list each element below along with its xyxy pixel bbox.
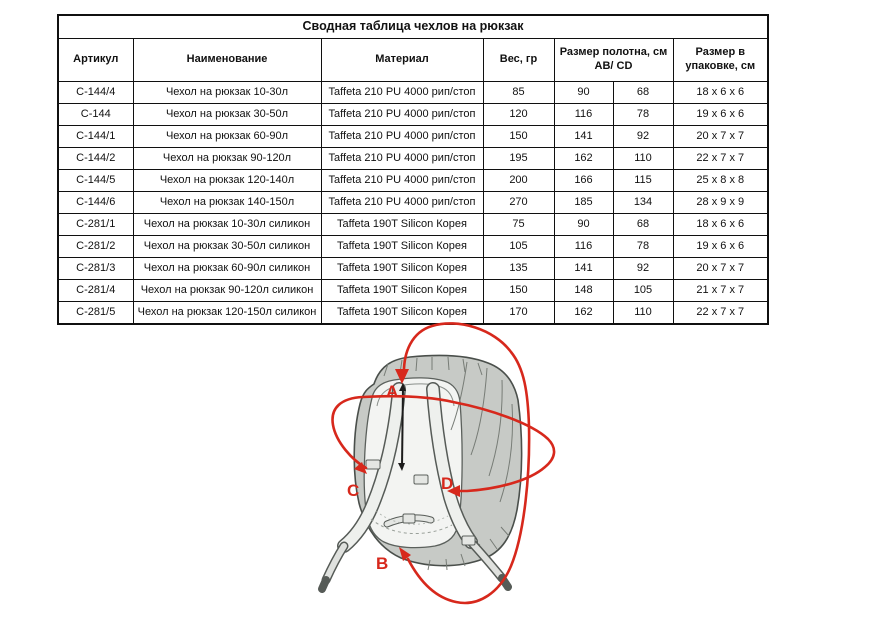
cell-ab: 166 xyxy=(554,170,613,192)
col-header-name: Наименование xyxy=(133,39,321,82)
cell-name: Чехол на рюкзак 60-90л силикон xyxy=(133,258,321,280)
cell-weight: 135 xyxy=(483,258,554,280)
cell-ab: 148 xyxy=(554,280,613,302)
label-point-d: D xyxy=(441,474,454,493)
table-row xyxy=(58,104,768,126)
cell-material: Taffeta 210 PU 4000 рип/стоп xyxy=(321,126,483,148)
cell-material: Taffeta 190T Silicon Корея xyxy=(321,302,483,325)
cell-cd: 110 xyxy=(613,302,673,325)
cell-article: С-281/1 xyxy=(58,214,133,236)
cell-package: 21 x 7 x 7 xyxy=(673,280,768,302)
cell-package: 19 x 6 x 6 xyxy=(673,104,768,126)
table-row xyxy=(58,280,768,302)
cell-article: С-281/2 xyxy=(58,236,133,258)
col-header-weight: Вес, гр xyxy=(483,39,554,82)
cell-name: Чехол на рюкзак 90-120л силикон xyxy=(133,280,321,302)
cell-name: Чехол на рюкзак 60-90л xyxy=(133,126,321,148)
table-body xyxy=(58,82,768,325)
cell-package: 18 x 6 x 6 xyxy=(673,214,768,236)
header-line: Размер в xyxy=(695,46,745,59)
table-row xyxy=(58,170,768,192)
header-line: упаковке, см xyxy=(685,60,756,72)
table-row xyxy=(58,148,768,170)
cell-material: Taffeta 190T Silicon Корея xyxy=(321,236,483,258)
cell-ab: 185 xyxy=(554,192,613,214)
table-row xyxy=(58,192,768,214)
cell-ab: 90 xyxy=(554,82,613,104)
cell-article: С-281/4 xyxy=(58,280,133,302)
webbing-strap-left xyxy=(322,546,344,589)
header-line: АВ/ CD xyxy=(594,60,633,72)
table-header-row xyxy=(58,39,768,82)
cell-cd: 105 xyxy=(613,280,673,302)
cell-name: Чехол на рюкзак 30-50л xyxy=(133,104,321,126)
cell-cd: 92 xyxy=(613,258,673,280)
cell-cd: 92 xyxy=(613,126,673,148)
cell-material: Taffeta 210 PU 4000 рип/стоп xyxy=(321,170,483,192)
cell-article: С-144/4 xyxy=(58,82,133,104)
cell-cd: 115 xyxy=(613,170,673,192)
cell-material: Taffeta 190T Silicon Корея xyxy=(321,258,483,280)
cell-article: С-144/1 xyxy=(58,126,133,148)
table-title-row xyxy=(58,15,768,39)
cell-material: Taffeta 190T Silicon Корея xyxy=(321,214,483,236)
cell-name: Чехол на рюкзак 120-150л силикон xyxy=(133,302,321,325)
cell-material: Taffeta 210 PU 4000 рип/стоп xyxy=(321,148,483,170)
cell-name: Чехол на рюкзак 90-120л xyxy=(133,148,321,170)
cell-package: 22 x 7 x 7 xyxy=(673,302,768,325)
cell-ab: 116 xyxy=(554,236,613,258)
cell-weight: 270 xyxy=(483,192,554,214)
cell-weight: 150 xyxy=(483,280,554,302)
cell-article: С-281/5 xyxy=(58,302,133,325)
col-header-material: Материал xyxy=(321,39,483,82)
cell-package: 19 x 6 x 6 xyxy=(673,236,768,258)
cell-weight: 120 xyxy=(483,104,554,126)
cell-cd: 134 xyxy=(613,192,673,214)
cell-article: С-281/3 xyxy=(58,258,133,280)
cell-ab: 141 xyxy=(554,126,613,148)
cell-weight: 105 xyxy=(483,236,554,258)
table-title: Сводная таблица чехлов на рюкзак xyxy=(58,15,768,39)
table-row xyxy=(58,82,768,104)
label-point-b: B xyxy=(376,554,389,573)
cell-cd: 78 xyxy=(613,104,673,126)
cell-cd: 68 xyxy=(613,82,673,104)
cell-package: 18 x 6 x 6 xyxy=(673,82,768,104)
cell-article: С-144 xyxy=(58,104,133,126)
col-header-package-size xyxy=(673,39,768,82)
cell-material: Taffeta 190T Silicon Корея xyxy=(321,280,483,302)
cell-weight: 200 xyxy=(483,170,554,192)
cell-name: Чехол на рюкзак 120-140л xyxy=(133,170,321,192)
cell-weight: 150 xyxy=(483,126,554,148)
header-line: Размер полотна, см xyxy=(559,46,668,59)
cell-package: 22 x 7 x 7 xyxy=(673,148,768,170)
cell-ab: 141 xyxy=(554,258,613,280)
cell-cd: 78 xyxy=(613,236,673,258)
label-point-c: C xyxy=(347,481,360,500)
cell-material: Taffeta 210 PU 4000 рип/стоп xyxy=(321,104,483,126)
cell-name: Чехол на рюкзак 10-30л силикон xyxy=(133,214,321,236)
cell-ab: 162 xyxy=(554,302,613,325)
cell-package: 25 x 8 x 8 xyxy=(673,170,768,192)
cell-cd: 110 xyxy=(613,148,673,170)
backpack-figure xyxy=(295,312,705,619)
table-row xyxy=(58,214,768,236)
cell-cd: 68 xyxy=(613,214,673,236)
cell-package: 20 x 7 x 7 xyxy=(673,126,768,148)
table-row xyxy=(58,236,768,258)
cell-package: 28 x 9 x 9 xyxy=(673,192,768,214)
cell-article: С-144/6 xyxy=(58,192,133,214)
cell-name: Чехол на рюкзак 140-150л xyxy=(133,192,321,214)
cell-ab: 162 xyxy=(554,148,613,170)
table-row xyxy=(58,126,768,148)
cell-article: С-144/2 xyxy=(58,148,133,170)
cell-ab: 90 xyxy=(554,214,613,236)
cell-weight: 170 xyxy=(483,302,554,325)
cell-package: 20 x 7 x 7 xyxy=(673,258,768,280)
cell-weight: 75 xyxy=(483,214,554,236)
cell-weight: 195 xyxy=(483,148,554,170)
col-header-canvas-size xyxy=(554,39,673,82)
col-header-article: Артикул xyxy=(58,39,133,82)
cell-ab: 116 xyxy=(554,104,613,126)
cell-material: Taffeta 210 PU 4000 рип/стоп xyxy=(321,82,483,104)
cell-weight: 85 xyxy=(483,82,554,104)
label-point-a: A xyxy=(386,382,399,401)
cell-name: Чехол на рюкзак 10-30л xyxy=(133,82,321,104)
cell-material: Taffeta 210 PU 4000 рип/стоп xyxy=(321,192,483,214)
cell-name: Чехол на рюкзак 30-50л силикон xyxy=(133,236,321,258)
summary-table xyxy=(57,14,769,325)
table-row xyxy=(58,258,768,280)
cell-article: С-144/5 xyxy=(58,170,133,192)
